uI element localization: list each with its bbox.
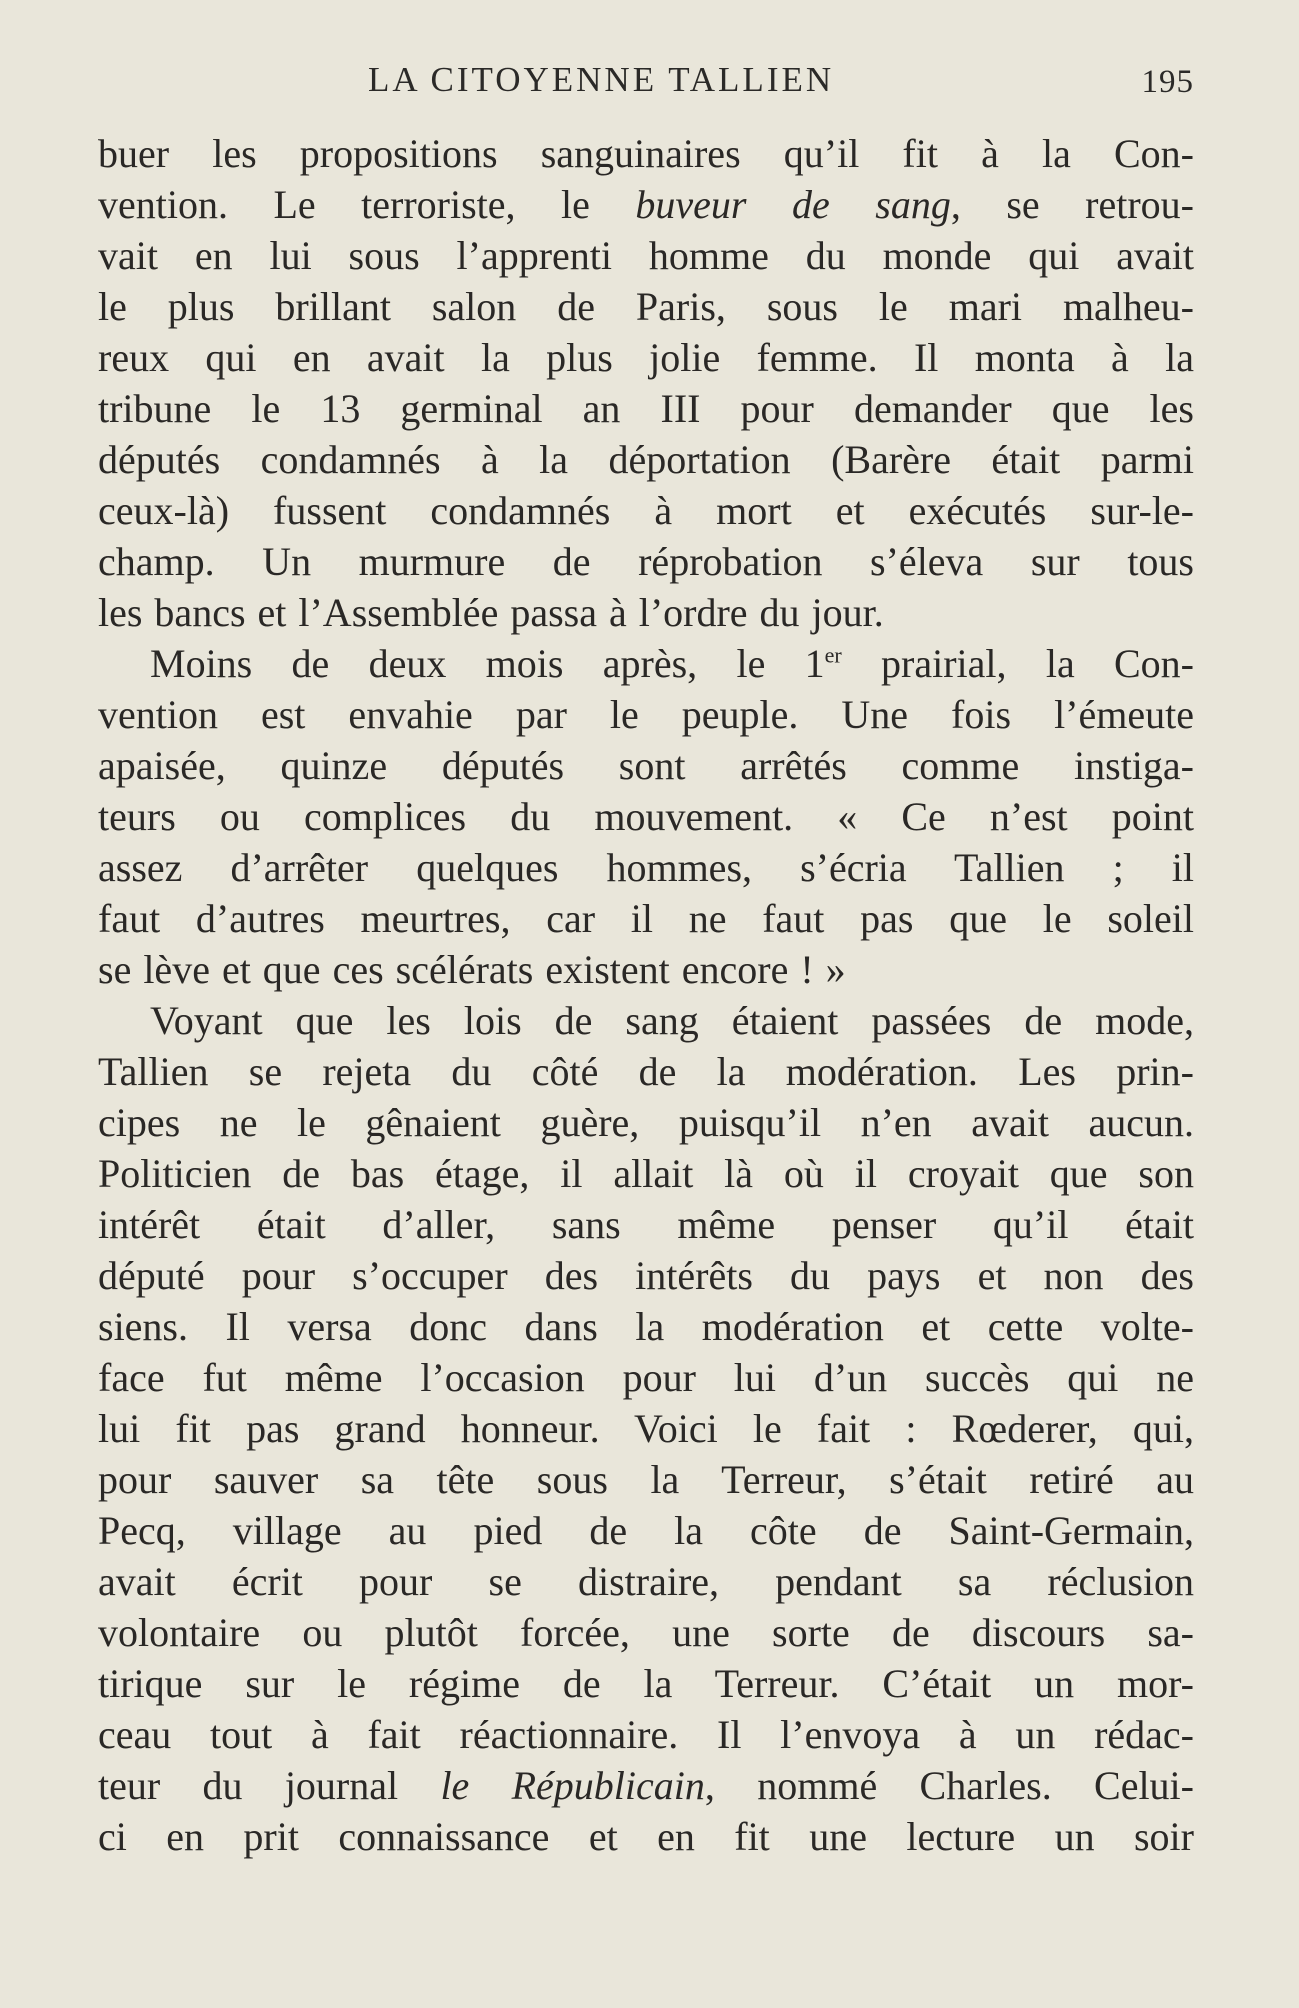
italic-phrase: buveur de sang: [635, 182, 951, 227]
text-line: pour sauver sa tête sous la Terreur, s’était retiré au: [98, 1457, 1194, 1502]
text-line: lui fit pas grand honneur. Voici le fait : Rœderer, qui,: [98, 1406, 1194, 1451]
text-line: ci en prit connaissance et en fit une lecture un soir: [98, 1814, 1194, 1859]
text-line: les bancs et l’Assemblée passa à l’ordre du jour.: [98, 590, 884, 635]
superscript: er: [824, 642, 842, 668]
text-line: faut d’autres meurtres, car il ne faut pas que le soleil: [98, 896, 1194, 941]
text-line: le plus brillant salon de Paris, sous le mari malheu-: [98, 284, 1194, 329]
text-line: [98, 638, 1194, 689]
text-line: volontaire ou plutôt forcée, une sorte de discours sa-: [98, 1610, 1194, 1655]
page-header: [368, 60, 1194, 106]
text-line: assez d’arrêter quelques hommes, s’écria Tallien ; il: [98, 845, 1194, 890]
text-segment: , nommé Charles. Celui-: [704, 1763, 1194, 1808]
text-line: apaisée, quinze députés sont arrêtés comme instiga-: [98, 743, 1194, 788]
running-title: LA CITOYENNE TALLIEN: [368, 60, 835, 99]
text-line: députés condamnés à la déportation (Barère était parmi: [98, 437, 1194, 482]
text-line: teurs ou complices du mouvement. « Ce n’est point: [98, 794, 1194, 839]
text-line: siens. Il versa donc dans la modération et cette volte-: [98, 1304, 1194, 1349]
text-line: champ. Un murmure de réprobation s’éleva sur tous: [98, 539, 1194, 584]
text-line: se lève et que ces scélérats existent encore ! »: [98, 947, 846, 992]
page-number: 195: [1141, 64, 1194, 100]
text-line: tirique sur le régime de la Terreur. C’était un mor-: [98, 1661, 1194, 1706]
text-line: ceux-là) fussent condamnés à mort et exécutés sur-le-: [98, 488, 1194, 533]
text-segment: vention. Le terroriste, le: [98, 182, 636, 227]
text-segment: prairial, la Con-: [841, 641, 1195, 686]
text-line: ceau tout à fait réactionnaire. Il l’envoya à un rédac-: [98, 1712, 1194, 1757]
italic-phrase: le Républicain: [440, 1763, 705, 1808]
text-line: Pecq, village au pied de la côte de Saint-Germain,: [98, 1508, 1194, 1553]
text-line: vait en lui sous l’apprenti homme du monde qui avait: [98, 233, 1194, 278]
text-line: reux qui en avait la plus jolie femme. Il monta à la: [98, 335, 1194, 380]
text-line: face fut même l’occasion pour lui d’un succès qui ne: [98, 1355, 1194, 1400]
text-line: intérêt était d’aller, sans même penser qu’il était: [98, 1202, 1194, 1247]
text-segment: teur du journal: [98, 1763, 441, 1808]
body-text: [98, 128, 1194, 1862]
text-line: vention est envahie par le peuple. Une fois l’émeute: [98, 692, 1194, 737]
text-line: tribune le 13 germinal an III pour demander que les: [98, 386, 1194, 431]
text-line: [98, 179, 1194, 230]
text-line: [98, 1760, 1194, 1811]
text-segment: Moins de deux mois après, le 1: [150, 641, 825, 686]
text-line: Politicien de bas étage, il allait là où il croyait que son: [98, 1151, 1194, 1196]
text-line: Voyant que les lois de sang étaient passées de mode,: [150, 998, 1194, 1043]
text-line: Tallien se rejeta du côté de la modération. Les prin-: [98, 1049, 1194, 1094]
text-line: avait écrit pour se distraire, pendant sa réclusion: [98, 1559, 1194, 1604]
text-line: député pour s’occuper des intérêts du pays et non des: [98, 1253, 1194, 1298]
text-segment: , se retrou-: [950, 182, 1194, 227]
text-line: cipes ne le gênaient guère, puisqu’il n’en avait aucun.: [98, 1100, 1194, 1145]
text-line: buer les propositions sanguinaires qu’il fit à la Con-: [98, 131, 1194, 176]
